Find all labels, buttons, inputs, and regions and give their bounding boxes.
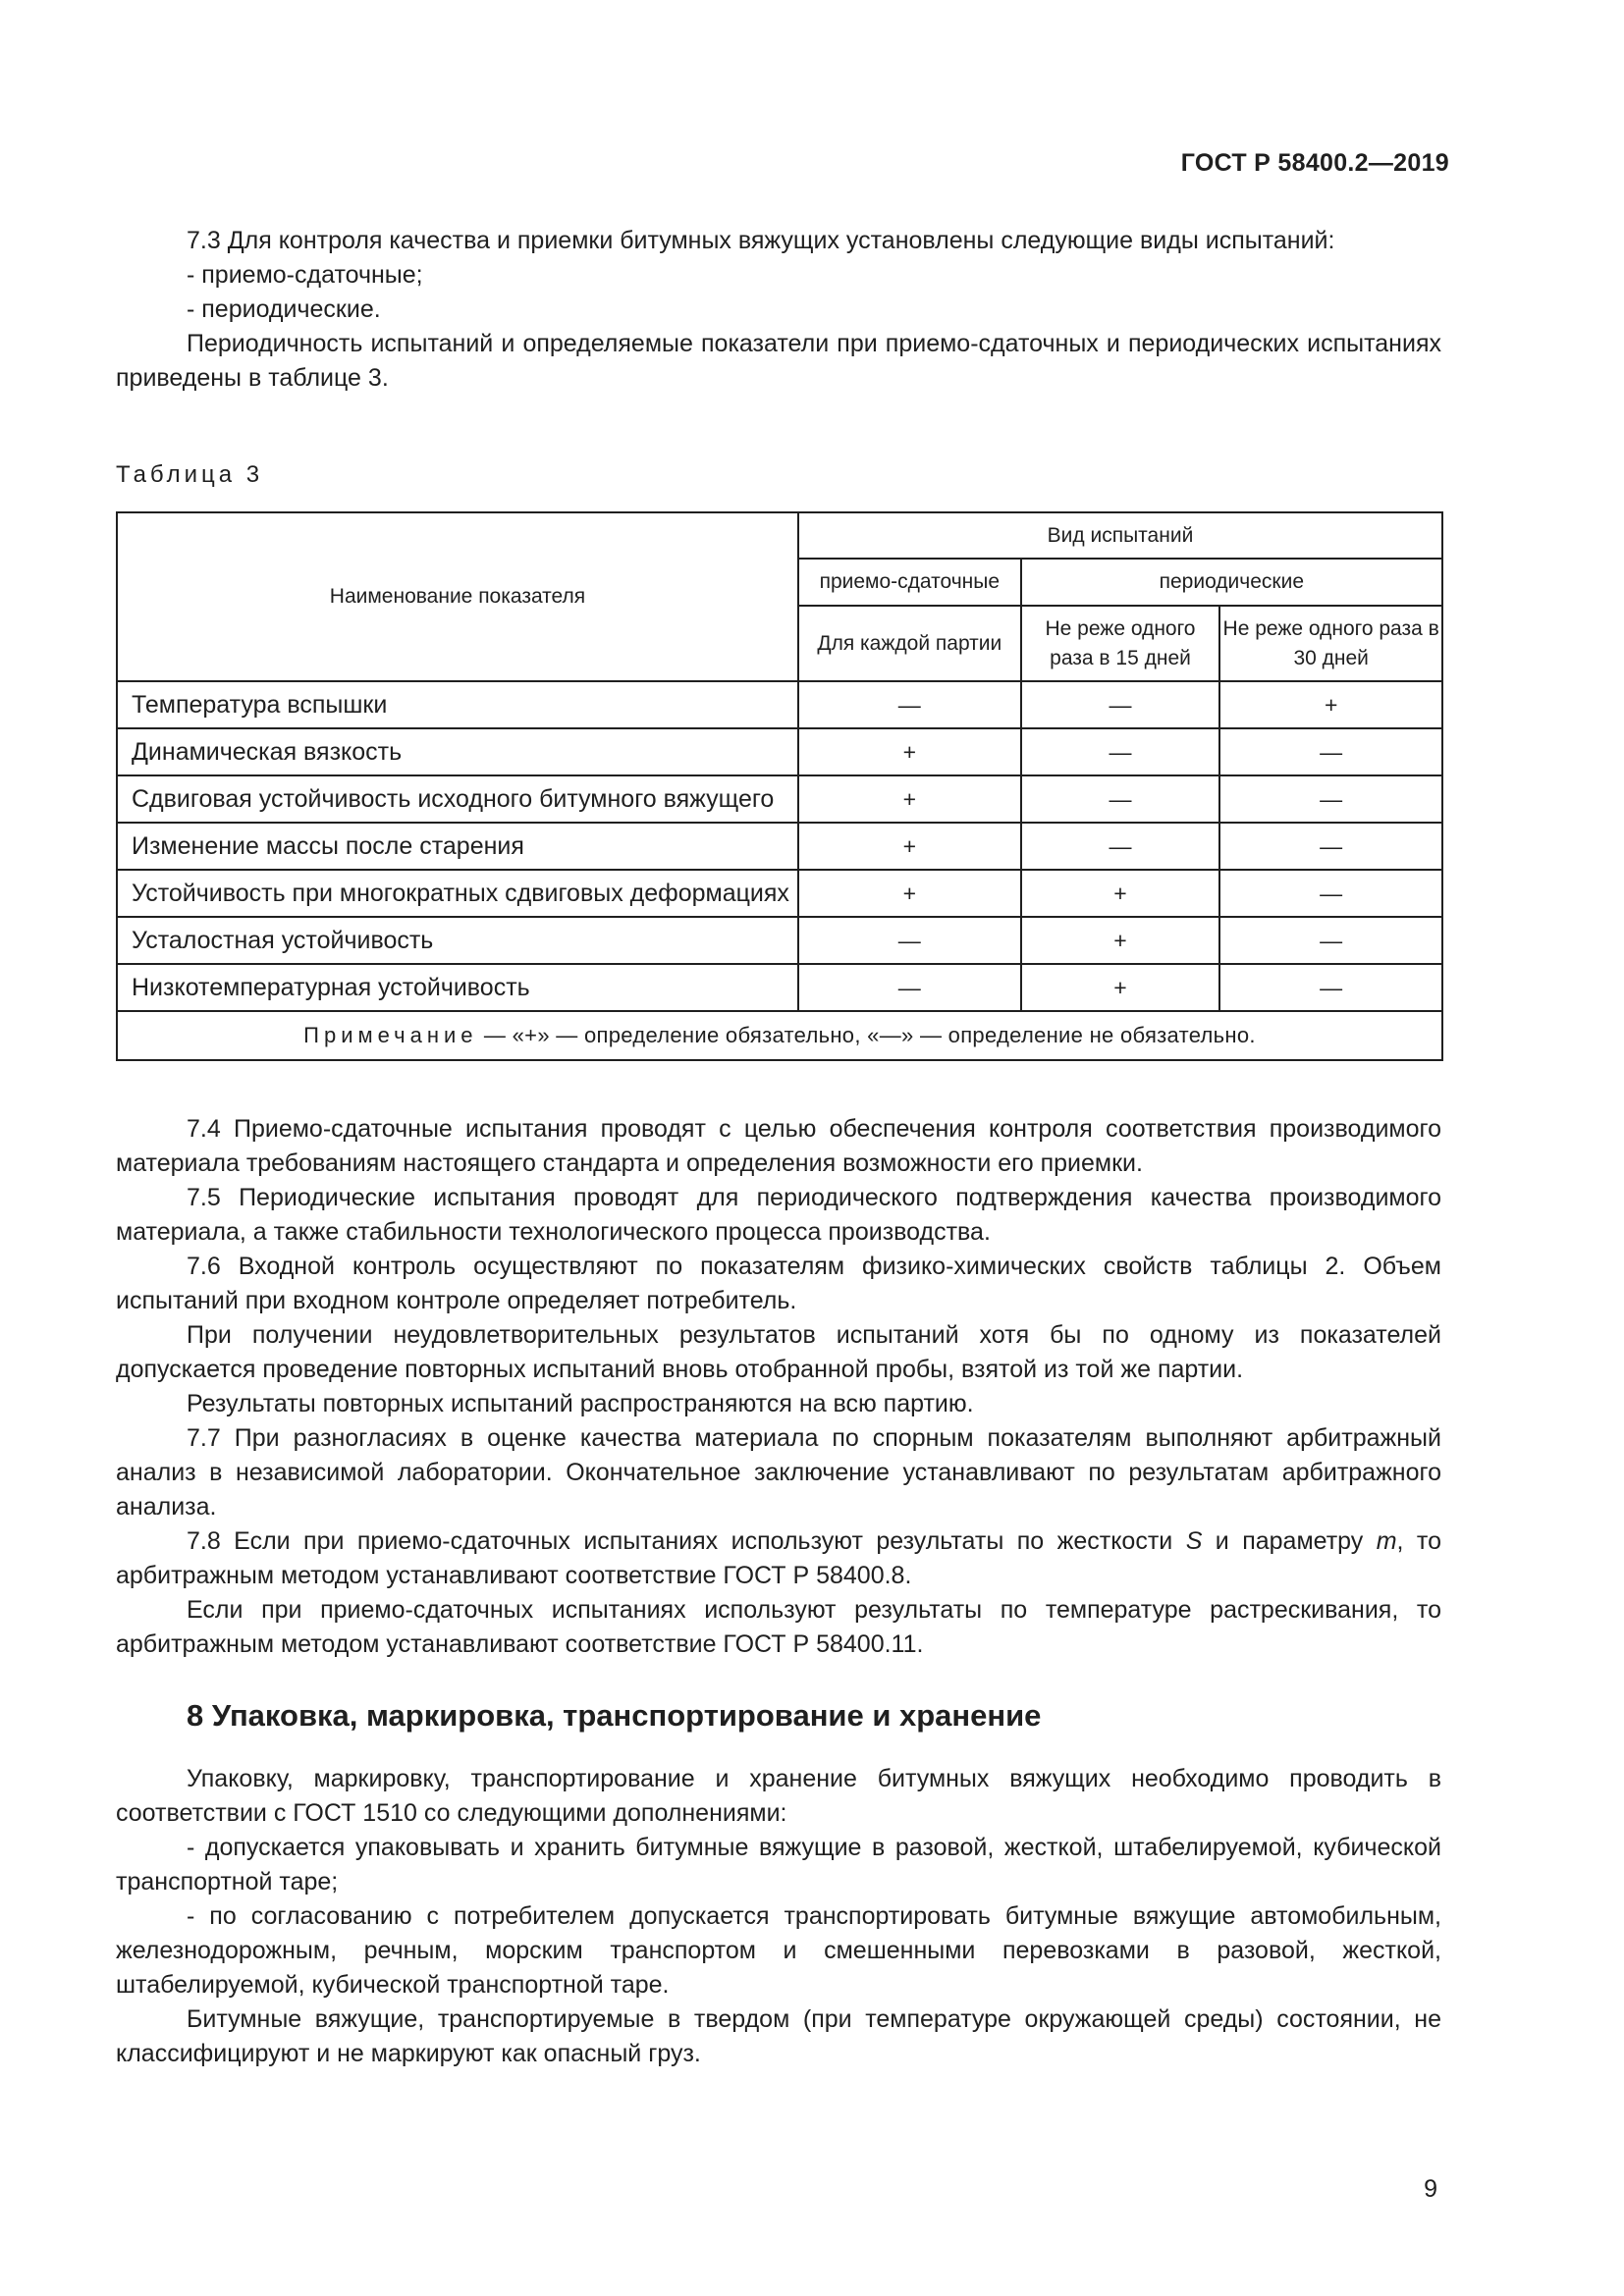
paragraph-7-6: 7.6 Входной контроль осуществляют по показателям физико-химических свойств таблицы 2. Объем испытаний при входном контроле определяет потребитель. bbox=[116, 1253, 1441, 1314]
list-item: - приемо-сдаточные; bbox=[187, 261, 423, 289]
mark-cell: — bbox=[1219, 823, 1442, 870]
list-item: - допускается упаковывать и хранить битумные вяжущие в разовой, жесткой, штабелируемой, кубической транспортной таре; bbox=[116, 1834, 1441, 1896]
mark-cell: — bbox=[1219, 870, 1442, 917]
note-text: — «+» — определение обязательно, «—» — определение не обязательно. bbox=[477, 1023, 1256, 1047]
section-8-body bbox=[116, 1762, 1441, 2071]
paragraph-7-8 bbox=[116, 1524, 1441, 1593]
column-header-periodic: периодические bbox=[1021, 559, 1442, 606]
document-code: ГОСТ Р 58400.2—2019 bbox=[1180, 149, 1449, 177]
column-header-30-days: Не реже одного раза в 30 дней bbox=[1219, 606, 1442, 681]
mark-cell: + bbox=[798, 775, 1021, 823]
paragraph-7-3-follow: Периодичность испытаний и определяемые показатели при приемо-сдаточных и периодических испытаниях приведены в таблице 3. bbox=[116, 330, 1441, 392]
mark-cell: + bbox=[1021, 870, 1220, 917]
indicator-name: Динамическая вязкость bbox=[117, 728, 798, 775]
paragraph-7-3: 7.3 Для контроля качества и приемки битумных вяжущих установлены следующие виды испытаний: bbox=[187, 227, 1335, 254]
section-8-title: 8 Упаковка, маркировка, транспортирование и хранение bbox=[187, 1698, 1042, 1733]
indicator-name: Температура вспышки bbox=[117, 681, 798, 728]
paragraph-7-5: 7.5 Периодические испытания проводят для периодического подтверждения качества производимого материала, а также стабильности технологического процесса производства. bbox=[116, 1184, 1441, 1246]
table-note-row bbox=[117, 1011, 1442, 1060]
table-row bbox=[117, 964, 1442, 1011]
mark-cell: — bbox=[1219, 728, 1442, 775]
paragraph-7-7: 7.7 При разногласиях в оценке качества материала по спорным показателям выполняют арбитражный анализ в независимой лаборатории. Окончательное заключение устанавливают по результатам арбитражного анализа. bbox=[116, 1424, 1441, 1521]
paragraph-7-8-cracking: Если при приемо-сдаточных испытаниях используют результаты по температуре растрескивания, то арбитражным методом устанавливают соответствие ГОСТ Р 58400.11. bbox=[116, 1596, 1441, 1658]
text-run: , то арбитражным методом устанавливают соответствие ГОСТ Р 58400.8. bbox=[116, 1527, 1441, 1589]
mark-cell: — bbox=[1219, 775, 1442, 823]
table-row bbox=[117, 917, 1442, 964]
list-item: - периодические. bbox=[187, 295, 381, 323]
indicator-name: Сдвиговая устойчивость исходного битумного вяжущего bbox=[117, 775, 798, 823]
mark-cell: + bbox=[798, 728, 1021, 775]
section-7-intro bbox=[116, 224, 1441, 396]
mark-cell: — bbox=[1021, 681, 1220, 728]
mark-cell: — bbox=[1021, 823, 1220, 870]
page-number: 9 bbox=[1424, 2175, 1437, 2203]
mark-cell: + bbox=[1021, 964, 1220, 1011]
paragraph-7-6-retest: При получении неудовлетворительных результатов испытаний хотя бы по одному из показателей допускается проведение повторных испытаний вновь отобранной пробы, взятой из той же партии. bbox=[116, 1321, 1441, 1383]
paragraph-8-hazard: Битумные вяжущие, транспортируемые в твердом (при температуре окружающей среды) состоянии, не классифицируют и не маркируют как опасный груз. bbox=[116, 2005, 1441, 2067]
indicator-name: Усталостная устойчивость bbox=[117, 917, 798, 964]
symbol-m: m bbox=[1376, 1527, 1397, 1555]
paragraph-7-6-result: Результаты повторных испытаний распространяются на всю партию. bbox=[187, 1390, 974, 1417]
table-note bbox=[117, 1011, 1442, 1060]
column-header-each-batch: Для каждой партии bbox=[798, 606, 1021, 681]
text-run: и параметру bbox=[1202, 1527, 1377, 1555]
mark-cell: + bbox=[798, 823, 1021, 870]
column-header-test-type: Вид испытаний bbox=[798, 512, 1442, 559]
table-caption: Таблица 3 bbox=[116, 461, 264, 488]
indicator-name: Изменение массы после старения bbox=[117, 823, 798, 870]
column-header-15-days: Не реже одного раза в 15 дней bbox=[1021, 606, 1220, 681]
mark-cell: — bbox=[798, 917, 1021, 964]
mark-cell: — bbox=[1219, 964, 1442, 1011]
mark-cell: — bbox=[1021, 728, 1220, 775]
mark-cell: + bbox=[1219, 681, 1442, 728]
section-7-body bbox=[116, 1112, 1441, 1662]
table-row bbox=[117, 775, 1442, 823]
note-label: Примечание bbox=[303, 1023, 478, 1047]
mark-cell: — bbox=[798, 964, 1021, 1011]
mark-cell: — bbox=[798, 681, 1021, 728]
paragraph-7-4: 7.4 Приемо-сдаточные испытания проводят с целью обеспечения контроля соответствия производимого материала требованиям настоящего стандарта и определения возможности его приемки. bbox=[116, 1115, 1441, 1177]
paragraph-8-intro: Упаковку, маркировку, транспортирование и хранение битумных вяжущих необходимо проводить в соответствии с ГОСТ 1510 со следующими дополнениями: bbox=[116, 1765, 1441, 1827]
list-item: - по согласованию с потребителем допускается транспортировать битумные вяжущие автомобильным, железнодорожным, речным, морским транспортом и смешенными перевозками в разовой, жесткой, штабелируемой, кубической транспортной таре. bbox=[116, 1902, 1441, 1999]
column-header-name: Наименование показателя bbox=[117, 512, 798, 681]
text-run: 7.8 Если при приемо-сдаточных испытаниях используют результаты по жесткости bbox=[187, 1527, 1186, 1555]
mark-cell: + bbox=[1021, 917, 1220, 964]
column-header-acceptance: приемо-сдаточные bbox=[798, 559, 1021, 606]
mark-cell: — bbox=[1219, 917, 1442, 964]
table-row bbox=[117, 870, 1442, 917]
table-row bbox=[117, 823, 1442, 870]
symbol-s: S bbox=[1185, 1527, 1203, 1555]
table-row bbox=[117, 728, 1442, 775]
table-row bbox=[117, 681, 1442, 728]
table-3 bbox=[116, 511, 1443, 1061]
mark-cell: + bbox=[798, 870, 1021, 917]
mark-cell: — bbox=[1021, 775, 1220, 823]
indicator-name: Устойчивость при многократных сдвиговых деформациях bbox=[117, 870, 798, 917]
indicator-name: Низкотемпературная устойчивость bbox=[117, 964, 798, 1011]
